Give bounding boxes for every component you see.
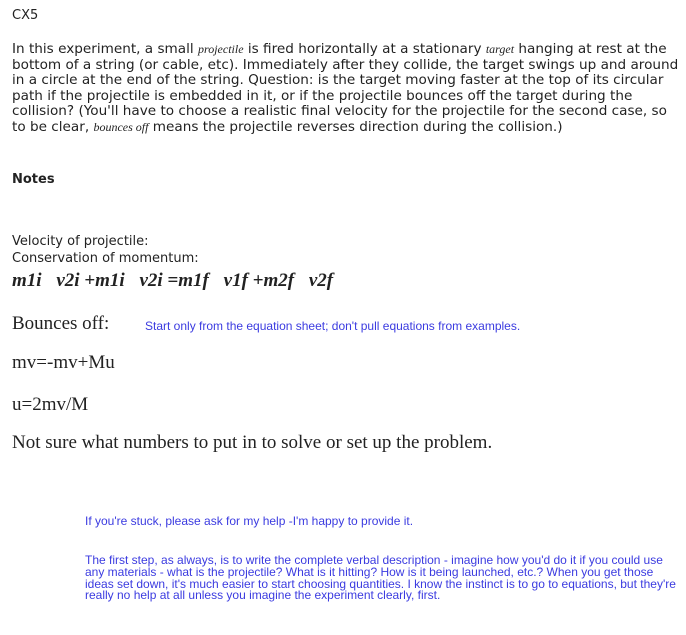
first-step-hint: The first step, as always, is to write the complete verbal description - imagine how you'd do it if you could use any materials - what is the projectile? What is it hitting? How is it being launched, etc.? When you get those ideas set down, it's much easier to start choosing quantities. I know the instinct is to go to equations, but they're really no help at all unless you imagine the experiment clearly, first. bbox=[85, 553, 676, 603]
notes-label: Notes bbox=[12, 172, 55, 187]
intro-text-2: is fired horizontally at a stationary bbox=[243, 41, 486, 57]
stuck-hint: If you're stuck, please ask for my help -I'm happy to provide it. bbox=[85, 514, 414, 528]
equation-u: u=2mv/M bbox=[12, 394, 89, 415]
bounces-off-label: Bounces off: bbox=[12, 313, 110, 334]
not-sure-note: Not sure what numbers to put in to solve or set up the problem. bbox=[12, 432, 493, 453]
momentum-equation: m1i⃗v2i +m1i⃗v2i =m1f⃗v1f +m2f⃗v2f bbox=[12, 270, 334, 291]
problem-statement bbox=[12, 42, 680, 136]
intro-text-4: means the projectile reverses direction during the collision.) bbox=[148, 118, 563, 135]
velocity-label: Velocity of projectile: bbox=[12, 234, 149, 249]
equation-sheet-hint: Start only from the equation sheet; don't pull equations from examples. bbox=[145, 319, 521, 333]
target-term: target bbox=[485, 42, 515, 56]
bounces-off-term: bounces off bbox=[93, 119, 149, 134]
problem-heading: CX5 bbox=[12, 8, 39, 23]
conservation-label: Conservation of momentum: bbox=[12, 251, 199, 266]
intro-text-3: hanging at rest at the bottom of a string (or cable, etc). Immediately after they collide, the target swings up and around in a circle at the end of the string. Question: is the target moving faster at the top of its circular path if the projectile is embedded in it, or if the projectile bounces off the target during the collision? (You'll have to choose a realistic final velocity for the projectile for the second case, so to be clear, bbox=[12, 41, 679, 135]
equation-mv: mv=-mv+Mu bbox=[12, 352, 115, 373]
intro-text-1: In this experiment, a small bbox=[12, 41, 198, 57]
projectile-term: projectile bbox=[197, 42, 244, 56]
